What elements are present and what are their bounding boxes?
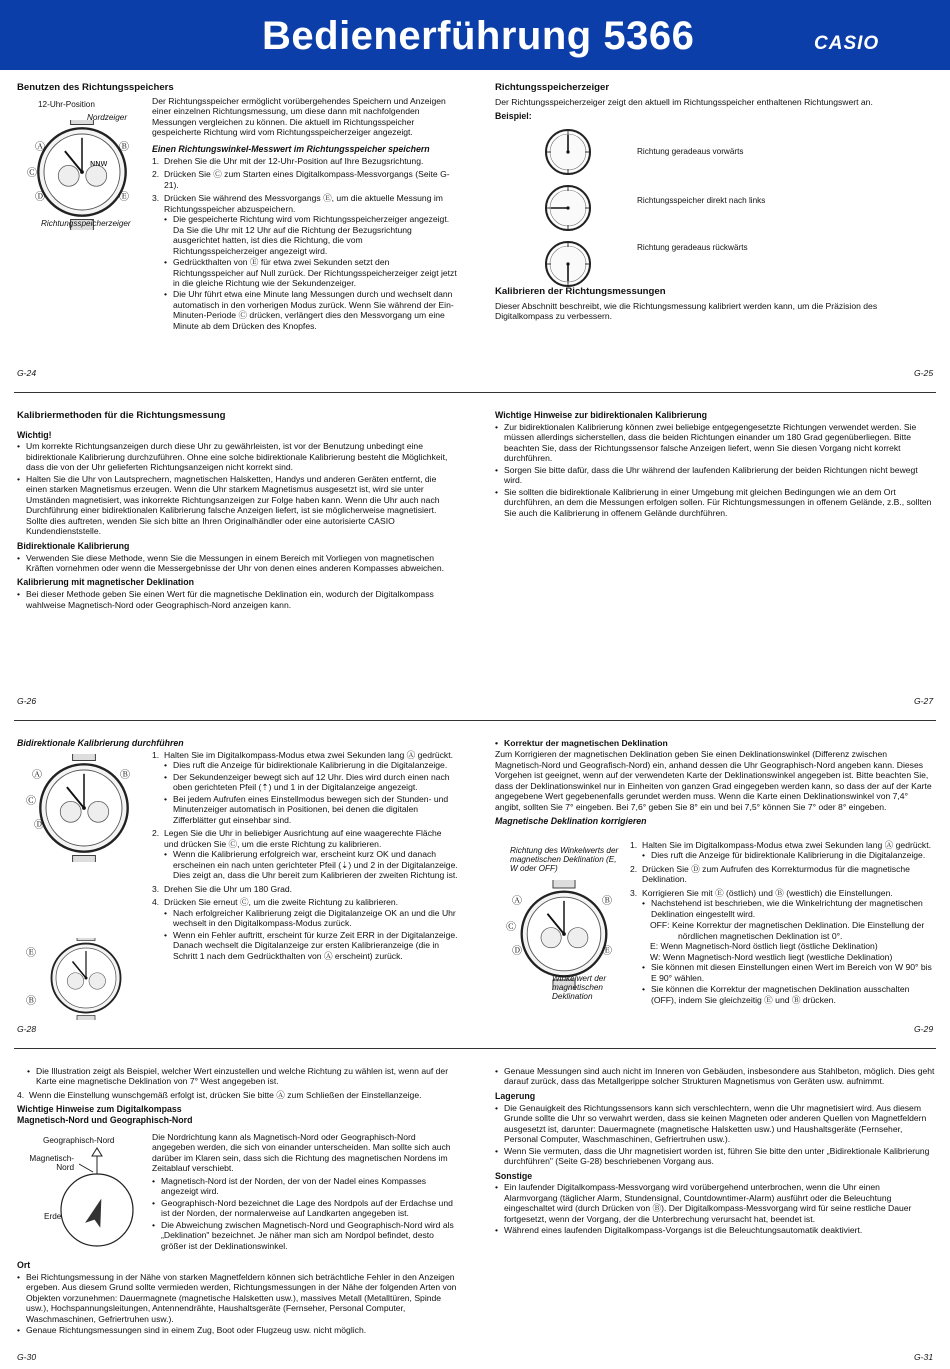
- step-2-text: Legen Sie die Uhr in beliebiger Ausrichtung auf eine waagerechte Fläche und drücken Sie Ⓒ, um die erste Richtung zu kalibrieren.: [164, 828, 442, 849]
- bullet: • Bei dieser Methode geben Sie einen Wert für die magnetische Deklination ein, wodurch der Digitalkompass wahlweise Magnetisch-Nord oder Geographisch-Nord anzeigen kann.: [17, 589, 457, 610]
- bullet: • Sorgen Sie bitte dafür, dass die Uhr während der laufenden Kalibrierung der beiden Richtungen nicht bewegt wird.: [495, 465, 935, 486]
- step-1: [152, 750, 458, 825]
- bullet: • Wenn die Kalibrierung erfolgreich war, erscheint kurz OK und danach erscheinen ein nach unten gerichteter Pfeil (⇣) und 2 in der Digitalanzeige. Dies zeigt an, dass die Uhr bereit zum Kalibrieren der zweiten Richtung ist.: [164, 849, 458, 880]
- bullet: • Sie können die Korrektur der magnetischen Deklination ausschalten (OFF), indem Sie gleichzeitig Ⓔ und Ⓑ drücken.: [642, 984, 935, 1005]
- svg-text:Ⓓ: Ⓓ: [35, 192, 45, 203]
- label-speicherzeiger: Richtungsspeicherzeiger: [41, 219, 131, 228]
- step-3: [152, 193, 458, 331]
- heading-hinweise-kompass: Wichtige Hinweise zum Digitalkompass: [17, 1104, 182, 1115]
- section-g25: [495, 82, 935, 123]
- example-2: Richtungsspeicher direkt nach links: [637, 196, 766, 205]
- svg-text:Ⓒ: Ⓒ: [27, 168, 37, 179]
- svg-text:NNW: NNW: [90, 160, 108, 168]
- svg-text:Ⓐ: Ⓐ: [32, 770, 42, 781]
- bullet: • Genaue Richtungsmessungen sind in einem Zug, Boot oder Flugzeug usw. nicht möglich.: [17, 1325, 457, 1335]
- page-title: Bedienerführung 5366: [262, 14, 695, 58]
- setting-off: OFF: Keine Korrektur der magnetischen Deklination. Die Einstellung der nördlichen magnetischen Deklination ist 0°.: [650, 920, 925, 941]
- bullet: • Der Sekundenzeiger bewegt sich auf 12 Uhr. Dies wird durch einen nach oben gerichteten Pfeil (⇡) und 1 in der Digitalanzeige angezeigt.: [164, 772, 458, 793]
- svg-text:Ⓓ: Ⓓ: [512, 946, 522, 957]
- svg-text:Ⓔ: Ⓔ: [602, 946, 612, 957]
- bullet: • Die Genauigkeit des Richtungssensors kann sich verschlechtern, wenn die Uhr magnetisiert wird. Aus diesem Grunde sollte die Uhr so verwahrt werden, dass sie keinen Magneten oder anderen Quellen von Magnetfeldern ausgesetzt ist, darunter: Dauermagnete (magnetische Halsketten usw.) und Haushaltsgeräte (Fernseher, Personal Computer, Waschmaschinen, Gefriertruhen usw.).: [495, 1103, 935, 1145]
- bullet: • Geographisch-Nord bezeichnet die Lage des Nordpols auf der Erdachse und ist der Norden, der normalerweise auf Landkarten angegeben ist.: [152, 1198, 458, 1219]
- heading-kalibriermethoden: Kalibriermethoden für die Richtungsmessung: [17, 410, 226, 421]
- step-1: [630, 840, 935, 861]
- divider: [14, 392, 936, 393]
- earth-icon: [17, 1134, 147, 1254]
- bullet: • Während eines laufenden Digitalkompass-Vorgangs ist die Beleuchtungsautomatik deaktiviert.: [495, 1225, 935, 1235]
- heading-deklination: Kalibrierung mit magnetischer Deklination: [17, 577, 194, 588]
- bullet: • Nach erfolgreicher Kalibrierung zeigt die Digitalanzeige OK an und die Uhr wechselt in den Digitalkompass-Modus zurück.: [164, 908, 458, 929]
- page-number: G-27: [914, 696, 934, 706]
- example-1: Richtung geradeaus vorwärts: [637, 147, 744, 156]
- bullet: • Die Illustration zeigt als Beispiel, welcher Wert einzustellen und welche Richtung zu wählen ist, wenn auf der Karte eine magnetische Deklination von 7° West angegeben ist.: [27, 1066, 457, 1087]
- page-number: G-24: [17, 368, 37, 378]
- casio-logo: CASIO: [814, 33, 880, 54]
- watch-illustration-g24: [17, 96, 147, 231]
- label-erde: Erde: [44, 1212, 62, 1221]
- bullet: • Wenn ein Fehler auftritt, erscheint für kurze Zeit ERR in der Digitalanzeige. Danach wechselt die Digitalanzeige zur ersten Kalibrieranzeige (die in Schritt 1 nach dem Gedrückthalten von Ⓐ erscheint) zurück.: [164, 930, 458, 961]
- watch-illustration-g28b: [22, 938, 142, 1020]
- bullet: • Sie können mit diesen Einstellungen einen Wert im Bereich von W 90° bis E 90° wählen.: [642, 962, 935, 983]
- bullet: • Dies ruft die Anzeige für bidirektionale Kalibrierung in die Digitalanzeige.: [164, 760, 458, 770]
- heading-sonstige: Sonstige: [495, 1170, 533, 1181]
- step-4: [152, 897, 458, 961]
- section-g31: [495, 1066, 935, 1237]
- bullet: • Dies ruft die Anzeige für bidirektionale Kalibrierung in die Digitalanzeige.: [642, 850, 935, 860]
- svg-text:Ⓓ: Ⓓ: [34, 820, 44, 831]
- intro-g29: Zum Korrigieren der magnetischen Deklination geben Sie einen Deklinationswinkel (Differenz zwischen Magnetisch-Nord und Geografisch-Nord) ein, anhand dessen die Uhr Geographisch-Nord angeben kann. Dieses Vorgehen ist geeignet, wenn auf der verwendeten Karte der Deklinationswinkel angegeben ist. Bitte beachten Sie, dass der Deklinationswinkel nur in Einheiten von ganzen Grad eingegeben werden kann, so dass der auf der Karte angegebene Wert gegebenenfalls gerundet werden muss. Wenn die Karte einen Deklinationswinkel von 7,4° angibt, sollten Sie 7° eingeben. Bei 7,6° geben Sie 8° ein und bei 7,5° können Sie 7° oder 8° eingeben.: [495, 749, 932, 812]
- subheading-deklination: Magnetische Deklination korrigieren: [495, 816, 647, 827]
- heading-lagerung: Lagerung: [495, 1090, 536, 1101]
- bullet: • Die Abweichung zwischen Magnetisch-Nord und Geographisch-Nord wird als „Deklination" bezeichnet. Je näher man sich am Nordpol befindet, desto größer ist der Deklinationswinkel.: [152, 1220, 458, 1251]
- svg-text:Ⓐ: Ⓐ: [35, 142, 45, 153]
- step-3-text: Drücken Sie während des Messvorgangs Ⓔ, um die aktuelle Messung im Richtungsspeicher abzuspeichern.: [164, 193, 443, 214]
- svg-text:Ⓔ: Ⓔ: [119, 192, 129, 203]
- bullet: • Nachstehend ist beschrieben, wie die Winkelrichtung der magnetischen Deklination eingestellt wird.: [642, 898, 935, 919]
- setting-e: E: Wenn Magnetisch-Nord östlich liegt (östliche Deklination): [650, 941, 878, 952]
- divider: [14, 720, 936, 721]
- step-1-text: Halten Sie im Digitalkompass-Modus etwa zwei Sekunden lang Ⓐ gedrückt.: [642, 840, 931, 850]
- svg-text:Ⓒ: Ⓒ: [26, 796, 36, 807]
- bullet: • Die gespeicherte Richtung wird vom Richtungsspeicherzeiger angezeigt. Da Sie die Uhr mit 12 Uhr auf die Richtung der Bezugsrichtung ausgerichtet hatten, ist dies die Richtung, die vom Richtungsspeicherzeiger angezeigt wird.: [164, 214, 458, 256]
- label-12-uhr: 12-Uhr-Position: [38, 100, 95, 109]
- intro-g30: Die Nordrichtung kann als Magnetisch-Nord oder Geographisch-Nord angegeben werden, die sich von einander unterscheiden. Man sollte sich auch darüber im Klaren sein, dass sich die Richtung des magnetischen Nordens im Zeitablauf verschiebt.: [152, 1132, 451, 1174]
- page-number: G-26: [17, 696, 37, 706]
- heading-hinweise-bidirektional: Wichtige Hinweise zur bidirektionalen Kalibrierung: [495, 410, 708, 420]
- bullet: • Bei Richtungsmessung in der Nähe von starken Magnetfeldern können sich beträchtliche Fehler in den Anzeigen ergeben. Aus diesem Grund sollte vermieden werden, Richtungsmessungen in der Nähe der folgenden Arten von Objekten vorzunehmen: Dauermagnete (magnetische Halsketten usw.), massives Metall (Metalltüren, Spinde usw.), Hochspannungsleitungen, Antennendrähte, Haushaltsgeräte (Fernseher, Personal Computer, Waschmaschinen, Gefriertruhen usw.).: [17, 1272, 457, 1324]
- page-number: G-25: [914, 368, 934, 378]
- svg-text:Ⓐ: Ⓐ: [512, 896, 522, 907]
- heading-kalibrieren: Kalibrieren der Richtungsmessungen: [495, 286, 666, 297]
- svg-text:Ⓒ: Ⓒ: [506, 922, 516, 933]
- svg-text:Ⓑ: Ⓑ: [119, 142, 129, 153]
- step-1: 1. Drehen Sie die Uhr mit der 12-Uhr-Position auf Ihre Bezugsrichtung.: [152, 156, 458, 166]
- text-kalibrieren: Dieser Abschnitt beschreibt, wie die Richtungsmessung kalibriert werden kann, um die Präzision des Digitalkompass zu verbessern.: [495, 300, 878, 322]
- heading-bidirektional-durchfuehren: Bidirektionale Kalibrierung durchführen: [17, 738, 184, 748]
- bullet: • Sie sollten die bidirektionale Kalibrierung in einer Umgebung mit gleichen Bedingungen wie an dem Ort durchführen, an dem die Messungen erfolgen sollen. Für Richtungsmessungen in offenem Gelände, z.B., sollten Sie auch die Kalibrierung in offenem Gelände durchführen.: [495, 487, 935, 518]
- bullet: • Halten Sie die Uhr von Lautsprechern, magnetischen Halsketten, Handys und anderen Geräten entfernt, die einen starken Magnetismus erzeugen. Wenn die Uhr starkem Magnetismus ausgesetzt ist, wird sie unter Umständen magnetisiert, was inkorrekte Richtungsanzeigen zur Folge haben kann. Wenn die Uhr auch nach Durchführung einer bidirektionalen Kalibrierung falsche Anzeigen liefert, ist sie möglicherweise magnetisiert. Sollte dies auftreten, wenden Sie sich bitte an Ihren Originalhändler oder eine autorisierte CASIO Kundendienststelle.: [17, 474, 457, 537]
- step-3: 3. Drehen Sie die Uhr um 180 Grad.: [152, 884, 458, 894]
- bullet: • Wenn Sie vermuten, dass die Uhr magnetisiert worden ist, führen Sie bitte den unter „Bidirektionale Kalibrierung durchführen" (Seite G-28) beschriebenen Vorgang aus.: [495, 1146, 935, 1167]
- step-2: 2. Drücken Sie Ⓒ zum Starten eines Digitalkompass-Messvorgangs (Seite G-21).: [152, 169, 458, 190]
- text-g29: [630, 840, 935, 1008]
- bullet: • Um korrekte Richtungsanzeigen durch diese Uhr zu gewährleisten, ist vor der Benutzung unbedingt eine bidirektionale Kalibrierung durchzuführen. Ohne eine solche bidirektionale Kalibrierung besteht die Möglichkeit, dass die von der Uhr gelieferten Richtungsanzeigen nicht korrekt sind.: [17, 441, 457, 472]
- svg-text:Ⓑ: Ⓑ: [26, 996, 36, 1007]
- example-3: Richtung geradeaus rückwärts: [637, 243, 748, 252]
- step-4: 4. Wenn die Einstellung wunschgemäß erfolgt ist, drücken Sie bitte Ⓐ zum Schließen der Einstellanzeige.: [17, 1090, 457, 1100]
- svg-text:Ⓑ: Ⓑ: [120, 770, 130, 781]
- bullet: • Bei jedem Aufrufen eines Einstellmodus bewegen sich der Stunden- und Minutenzeiger automatisch in Positionen, bei denen die digitalen Zifferblätter gut einsehbar sind.: [164, 794, 458, 825]
- example-label: Beispiel:: [495, 111, 532, 122]
- section-g26: [17, 410, 457, 611]
- heading-nord: Magnetisch-Nord und Geographisch-Nord: [17, 1115, 193, 1126]
- header-banner: [0, 0, 950, 70]
- watch-icon: [17, 120, 147, 230]
- text-g30: [152, 1132, 458, 1252]
- text-g24: [152, 96, 458, 334]
- bullet: • Ein laufender Digitalkompass-Messvorgang wird vorübergehend unterbrochen, wenn die Uhr einen Alarmvorgang (täglicher Alarm, Stundensignal, Countdowntimer-Alarm) ausführt oder die Beleuchtung eingeschaltet wird (durch Drücken von Ⓑ). Der Digitalkompass-Messvorgang wird für seine restliche Dauer fortgesetzt, wenn der Vorgang, der die Unterbrechung verursacht hat, beendet ist.: [495, 1182, 935, 1224]
- bullet: • Zur bidirektionalen Kalibrierung können zwei beliebige entgegengesetzte Richtungen verwendet werden. Sie müssen allerdings sicherstellen, dass die beiden Richtungen einander um 180 Grad gegenüberliegen. Bitte beachten Sie, dass der Richtungssensor falsche Anzeigen liefert, wenn Sie diesen Vorgang nicht korrekt durchführen.: [495, 422, 935, 464]
- bullet: • Die Uhr führt etwa eine Minute lang Messungen durch und wechselt dann automatisch in den vorherigen Modus zurück. Wenn Sie während der Ein-Minuten-Periode Ⓒ drücken, verlängert dies den Messvorgang um eine Minute ab dem Drücken des Knopfes.: [164, 289, 458, 331]
- page-number: G-28: [17, 1024, 37, 1034]
- bullet: • Magnetisch-Nord ist der Norden, der von der Nadel eines Kompasses angezeigt wird.: [152, 1176, 458, 1197]
- svg-text:Ⓔ: Ⓔ: [26, 948, 36, 959]
- setting-w: W: Wenn Magnetisch-Nord westlich liegt (westliche Deklination): [650, 951, 893, 962]
- text-g28: [152, 750, 458, 964]
- heading-ort: Ort: [17, 1260, 31, 1270]
- step-3-text: Korrigieren Sie mit Ⓔ (östlich) und Ⓑ (westlich) die Einstellungen.: [642, 887, 893, 898]
- label-winkelwert: Winkelwert der magnetischen Deklination: [552, 974, 607, 1002]
- section-g24: [17, 82, 457, 97]
- step-2: 2. Drücken Sie Ⓓ zum Aufrufen des Korrekturmodus für die magnetische Deklination.: [630, 864, 935, 885]
- heading-korrektur: • Korrektur der magnetischen Deklination: [495, 738, 935, 748]
- example-watches: [538, 128, 598, 290]
- heading-g28-wrap: [17, 738, 217, 750]
- watch-illustration-g28a: [22, 754, 142, 862]
- heading-speicherzeiger: Richtungsspeicherzeiger: [495, 82, 610, 93]
- step-2: [152, 828, 458, 880]
- section-g27: [495, 410, 935, 519]
- section-ort: [17, 1260, 457, 1337]
- svg-text:Ⓑ: Ⓑ: [602, 896, 612, 907]
- bullet: • Verwenden Sie diese Methode, wenn Sie die Messungen in einem Bereich mit Vorliegen von magnetischen Kräften vornehmen oder wenn die Messergebnisse der Uhr von denen eines anderen Kompasses abweichen.: [17, 553, 457, 574]
- label-nordzeiger: Nordzeiger: [87, 113, 128, 122]
- label-magnetisch: Magnetisch-Nord: [29, 1154, 74, 1173]
- compass-illustration: [17, 1134, 147, 1254]
- bullet: • Genaue Messungen sind auch nicht im Inneren von Gebäuden, insbesondere aus Stahlbeton, möglich. Dies geht darauf zurück, dass das Metallgerippe solcher Strukturen Magnetismus von Geräten usw. aufnimmt.: [495, 1066, 935, 1087]
- important-label: Wichtig!: [17, 429, 52, 440]
- section-g29: [495, 738, 935, 828]
- label-richtung-deklination: Richtung des Winkelwerts der magnetischen Deklination (E, W oder OFF): [510, 846, 619, 874]
- page-number: G-31: [914, 1352, 934, 1362]
- divider: [14, 1048, 936, 1049]
- subheading-speichern: Einen Richtungswinkel-Messwert im Richtungsspeicher speichern: [152, 143, 430, 154]
- step-3: [630, 888, 935, 1005]
- page-number: G-29: [914, 1024, 934, 1034]
- intro-g25: Der Richtungsspeicherzeiger zeigt den aktuell im Richtungsspeicher enthaltenen Richtungswert an.: [495, 96, 873, 107]
- step-4-text: Drücken Sie erneut Ⓒ, um die zweite Richtung zu kalibrieren.: [164, 897, 399, 908]
- section-g30-top: [17, 1066, 457, 1127]
- bullet: • Gedrückthalten von Ⓔ für etwa zwei Sekunden setzt den Richtungsspeicher auf Null zurück. Der Richtungsspeicherzeiger zeigt jetzt in die gleiche Richtung wie der Sekundenzeiger.: [164, 257, 458, 288]
- watch-illustration-g29: [500, 846, 625, 1006]
- section-kalibrieren: [495, 286, 935, 324]
- label-geographisch: Geographisch-Nord: [43, 1136, 115, 1145]
- step-1-text: Halten Sie im Digitalkompass-Modus etwa zwei Sekunden lang Ⓐ gedrückt.: [164, 750, 453, 760]
- heading-bidirektional: Bidirektionale Kalibrierung: [17, 540, 130, 551]
- page-number: G-30: [17, 1352, 37, 1362]
- intro-g24: Der Richtungsspeicher ermöglicht vorübergehendes Speichern und Anzeigen einer einzelnen Richtungsmessung, um diese dann mit nachfolgenden Messungen vergleichen zu können. Die aktuell im Richtungsspeicher gespeicherte Richtung wird vom Richtungsspeicherzeiger angezeigt.: [152, 96, 446, 138]
- heading-richtungsspeicher: Benutzen des Richtungsspeichers: [17, 82, 174, 93]
